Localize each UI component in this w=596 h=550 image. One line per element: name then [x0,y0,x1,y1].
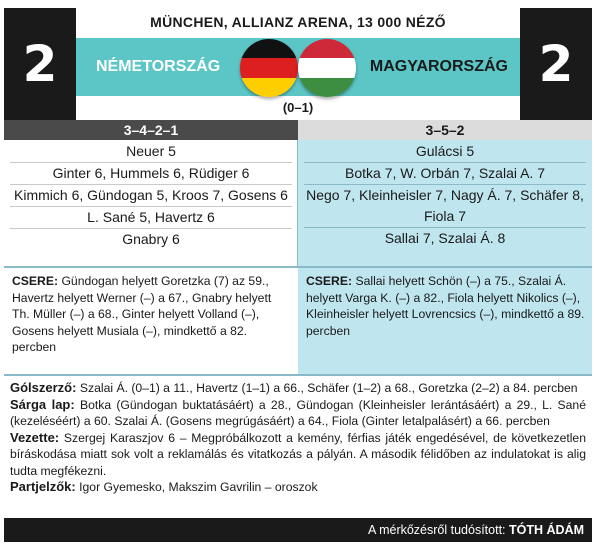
referee-label: Vezette: [10,429,60,445]
referee-row [10,430,586,480]
hungary-flag-icon [298,39,356,97]
away-formation: 3–5–2 [298,120,592,140]
home-lineup-line: Neuer 5 [10,141,292,163]
away-substitutions [298,266,592,374]
home-subs-text: Gündogan helyett Goretzka (7) az 59., Havertz helyett Werner (–) a 67., Gnabry helyett Th. Müller (–) a 68., Ginter helyett Volland (–), Gosens helyett Musiala (–), mindkettő a 82. percben [12,274,272,354]
away-score: 2 [520,8,592,120]
home-team-name: NÉMETORSZÁG [96,58,221,75]
cards-label: Sárga lap: [10,396,75,412]
home-lineup-line: L. Sané 5, Havertz 6 [10,207,292,229]
home-formation: 3–4–2–1 [4,120,298,140]
goals-label: Gólszerző: [10,380,77,395]
away-lineup-line: Gulácsi 5 [304,141,586,163]
home-lineup [4,140,298,266]
venue-line: MÜNCHEN, ALLIANZ ARENA, 13 000 NÉZŐ [76,8,520,36]
footer-author: TÓTH ÁDÁM [509,523,584,537]
author-footer [4,518,592,542]
halftime-score: (0–1) [282,100,314,115]
away-lineup-line: Botka 7, W. Orbán 7, Szalai A. 7 [304,163,586,185]
teams-band [76,38,520,96]
subs-label: CSERE: [306,274,353,288]
away-subs-text: Sallai helyett Schön (–) a 75., Szalai Á. helyett Varga K. (–) a 82., Fiola helyett Nikolics (–), Kleinheisler helyett Lovrencsics (–), mindkettő a 89. percben [306,274,585,338]
linesmen-row [10,479,586,496]
home-lineup-line: Ginter 6, Hummels 6, Rüdiger 6 [10,163,292,185]
linesmen-label: Partjelzők: [10,479,76,494]
cards-row [10,397,586,430]
subs-label: CSERE: [12,274,59,288]
away-lineup [298,140,592,266]
home-lineup-line: Kimmich 6, Gündogan 5, Kroos 7, Gosens 6 [10,185,292,207]
away-lineup-line: Sallai 7, Szalai Á. 8 [384,230,506,246]
home-substitutions [4,266,298,374]
away-lineup-line: Nego 7, Kleinheisler 7, Nagy Á. 7, Schäfer 8, Fiola 7 [304,185,586,228]
match-details [4,374,592,516]
cards-text: Botka (Gündogan buktatásáért) a 28., Gündogan (Kleinheisler lerántásáért) a 29., L. Sané (kezeléséért) a 60. Szalai Á. (Gosens megrúgásáért) a 64., Fiola (Ginter letalpalásért) a 66. percben [10,397,586,428]
home-lineup-line: Gnabry 6 [122,231,180,247]
referee-text: Szergej Karaszjov 6 – Megpróbálkozott a kemény, férfias játék engedésével, de következetlen bíráskodása miatt sok volt a reklamálás és vitatkozás a pályán. A második félidőben az indulatokat is alig tudta megfékezni. [10,430,586,478]
linesmen-text: Igor Gyemesko, Makszim Gavrilin – oroszok [79,480,318,494]
goals-text: Szalai Á. (0–1) a 11., Havertz (1–1) a 66., Schäfer (1–2) a 68., Goretzka (2–2) a 84. percben [79,381,578,395]
away-team-name: MAGYARORSZÁG [369,58,508,75]
footer-prefix: A mérkőzésről tudósított: [367,523,506,537]
goals-row [10,380,586,397]
home-score: 2 [4,8,76,120]
germany-flag-icon [240,39,298,97]
